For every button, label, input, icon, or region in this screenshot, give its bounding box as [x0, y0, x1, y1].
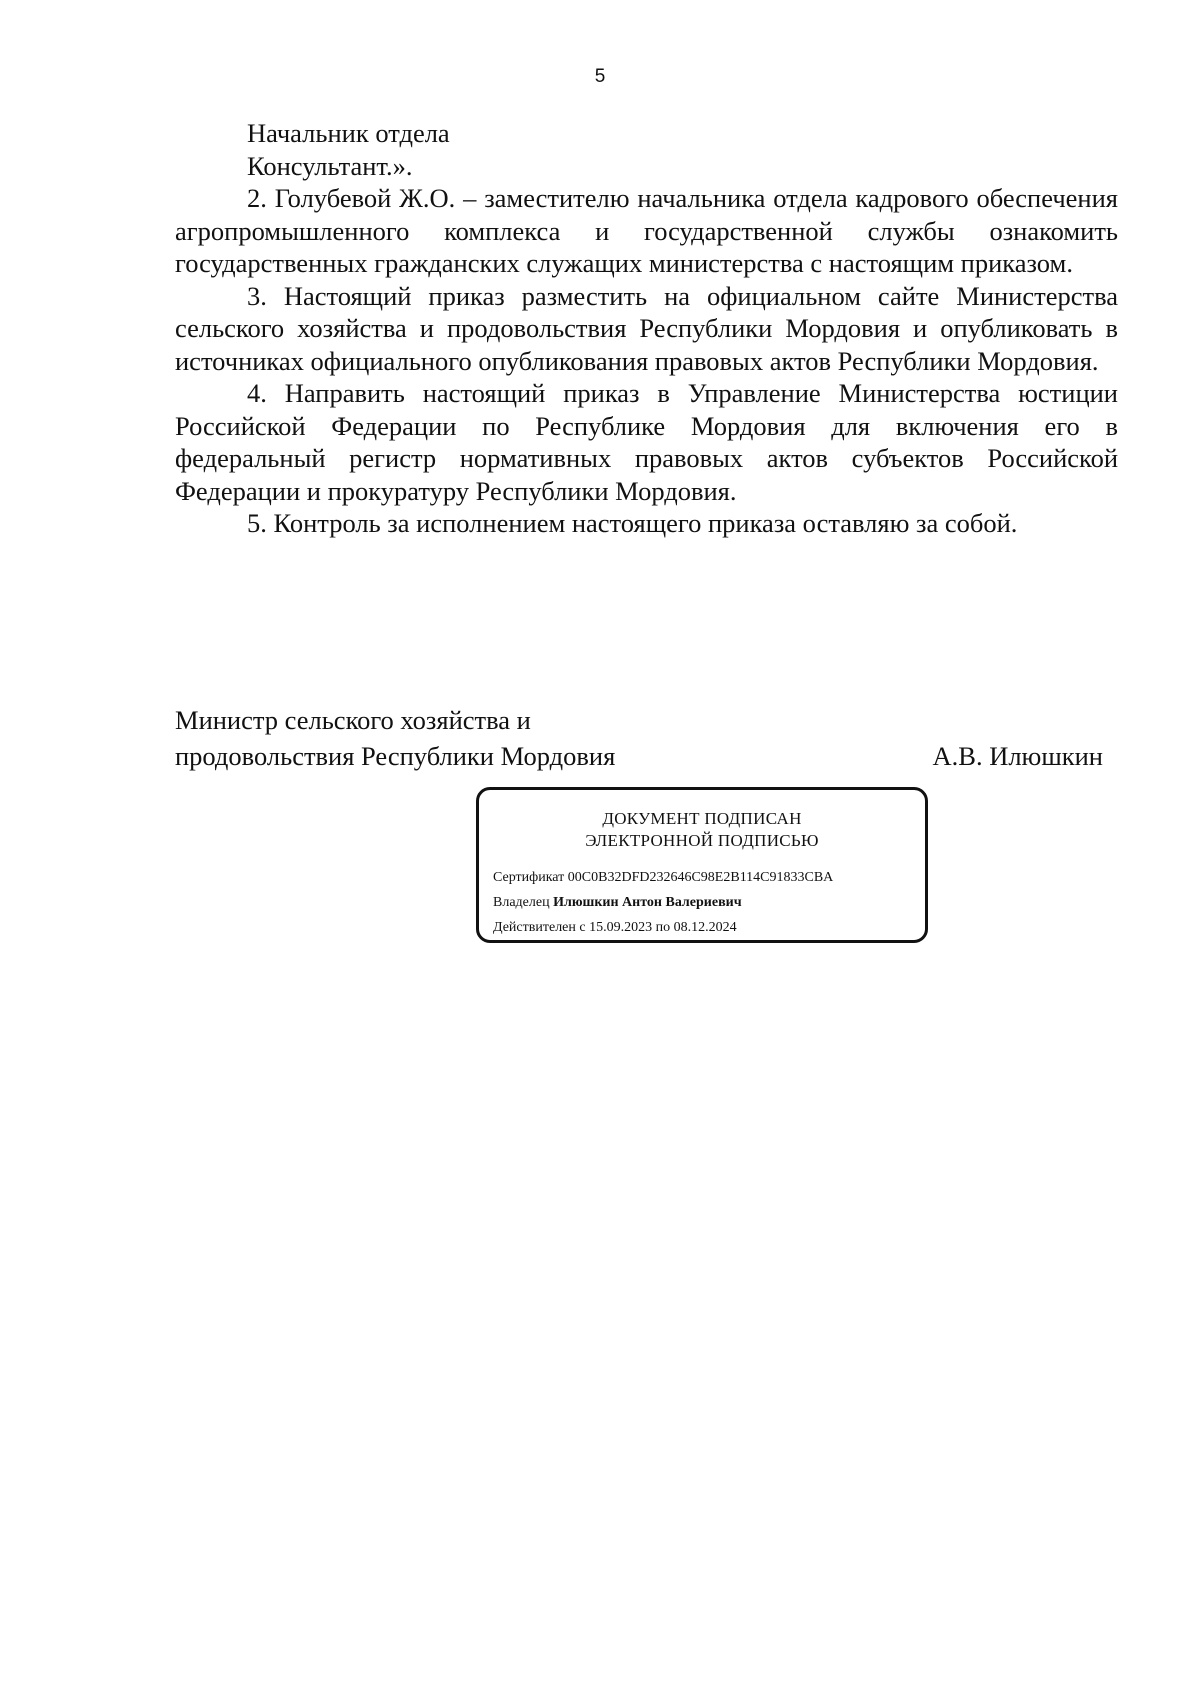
- paragraph-4: 4. Направить настоящий приказ в Управление Министерства юстиции Российской Федерации по Республике Мордовия для включения его в федеральный регистр нормативных правовых актов субъектов Российской Федерации и прокуратуру Республики Мордовия.: [175, 378, 1118, 506]
- signature-block: [175, 702, 1115, 774]
- stamp-certificate-row: [493, 865, 925, 890]
- paragraph-5: 5. Контроль за исполнением настоящего приказа оставляю за собой.: [247, 508, 1018, 538]
- position-line-1: Начальник отдела: [247, 118, 450, 148]
- paragraph-3: 3. Настоящий приказ разместить на официальном сайте Министерства сельского хозяйства и продовольствия Республики Мордовия и опубликовать в источниках официального опубликования правовых актов Республики Мордовия.: [175, 280, 1118, 376]
- document-body: [175, 117, 1118, 540]
- stamp-valid-to-date: 08.12.2024: [673, 920, 737, 935]
- stamp-title-line-2: ЭЛЕКТРОННОЙ ПОДПИСЬЮ: [585, 831, 819, 850]
- stamp-owner-label: Владелец: [493, 895, 550, 910]
- stamp-title-line-1: ДОКУМЕНТ ПОДПИСАН: [602, 809, 802, 828]
- stamp-owner-value: Илюшкин Антон Валериевич: [553, 895, 742, 910]
- signer-name: А.В. Илюшкин: [932, 741, 1103, 771]
- stamp-valid-from-date: 15.09.2023: [589, 920, 653, 935]
- paragraph-2: 2. Голубевой Ж.О. – заместителю начальника отдела кадрового обеспечения агропромышленного комплекса и государственной службы ознакомить государственных гражданских служащих министерства с настоящим приказом.: [175, 183, 1118, 278]
- stamp-valid-to-label: по: [655, 920, 671, 935]
- stamp-validity-row: [493, 915, 925, 940]
- stamp-certificate-value: 00C0B32DFD232646C98E2B114C91833CBA: [567, 870, 834, 885]
- page-number: 5: [594, 66, 606, 87]
- stamp-valid-from-label: Действителен с: [493, 920, 586, 935]
- electronic-signature-stamp: [476, 787, 928, 943]
- stamp-certificate-label: Сертификат: [493, 870, 565, 885]
- signer-position-line-1: Министр сельского хозяйства и: [175, 705, 531, 735]
- position-line-2: Консультант.».: [247, 150, 413, 181]
- stamp-owner-row: [493, 890, 925, 915]
- signer-position-line-2: продовольствия Республики Мордовия: [175, 741, 616, 771]
